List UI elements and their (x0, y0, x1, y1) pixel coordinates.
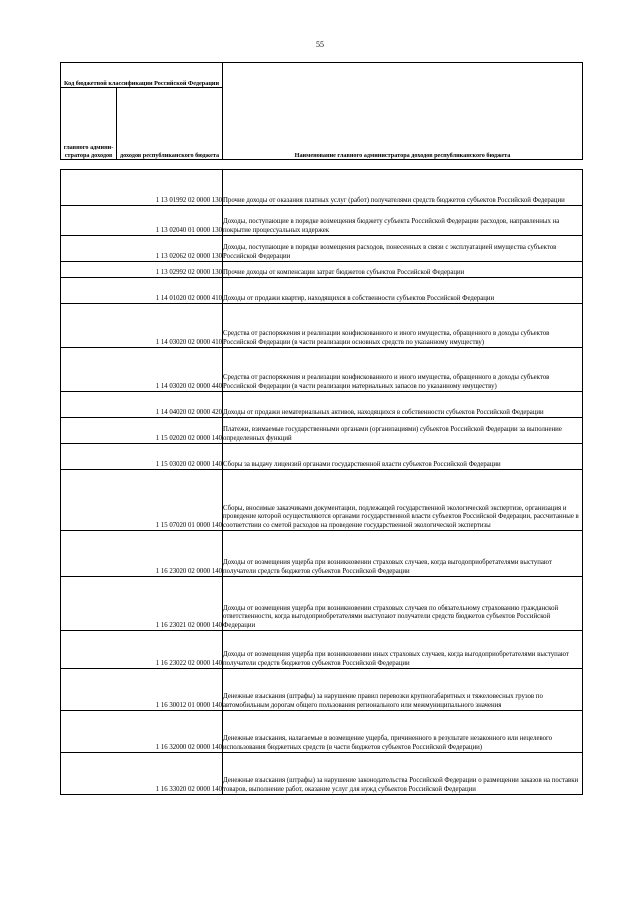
budget-classification-table (60, 62, 583, 795)
table-row (61, 392, 583, 418)
header-spacer (61, 160, 117, 170)
description-cell: Сборы за выдачу лицензий органами государственной власти субъектов Российской Федерации (223, 444, 583, 470)
description-cell: Денежные взыскания (штрафы) за нарушение законодательства Российской Федерации о размещении заказов на поставки товаров, выполнение работ, оказание услуг для нужд субъектов Российской Федерации (223, 753, 583, 795)
header-revenue-column: доходов республиканского бюджета (117, 88, 223, 160)
table-row (61, 348, 583, 392)
description-cell: Доходы, поступающие в порядке возмещения бюджету субъекта Российской Федерации расходов, направленных на покрытие процессуальных издержек (223, 206, 583, 236)
revenue-code-cell: 1 15 07020 01 0000 140 (117, 470, 223, 531)
revenue-code-cell: 1 15 03020 02 0000 140 (117, 444, 223, 470)
admin-code-cell (61, 631, 117, 669)
description-cell: Доходы от возмещения ущерба при возникновении иных страховых случаев, когда выгодоприобретателями выступают получатели средств бюджетов субъектов Российской Федерации (223, 631, 583, 669)
admin-code-cell (61, 418, 117, 444)
admin-code-cell (61, 278, 117, 304)
description-cell: Доходы от возмещения ущерба при возникновении страховых случаев по обязательному страхованию гражданской ответственности, когда выгодоприобретателями выступают получатели средств бюджетов субъектов Российской Федерации (223, 577, 583, 631)
admin-code-cell (61, 711, 117, 753)
revenue-code-cell: 1 14 01020 02 0000 410 (117, 278, 223, 304)
description-cell: Доходы от продажи квартир, находящихся в собственности субъектов Российской Федерации (223, 278, 583, 304)
table-row (61, 444, 583, 470)
header-spacer (117, 160, 223, 170)
header-classification-group: Код бюджетной классификации Российской Федерации (61, 63, 223, 88)
header-admin-column: главного админи-стратора доходов (61, 88, 117, 160)
description-cell: Средства от распоряжения и реализации конфискованного и иного имущества, обращенного в доходы субъектов Российской Федерации (в части реализации основных средств по указанному имуществу) (223, 304, 583, 348)
table-body (61, 170, 583, 795)
table-row (61, 206, 583, 236)
revenue-code-cell: 1 15 02020 02 0000 140 (117, 418, 223, 444)
table-row (61, 278, 583, 304)
revenue-code-cell: 1 16 23020 02 0000 140 (117, 531, 223, 577)
description-cell: Доходы от продажи нематериальных активов, находящихся в собственности субъектов Российской Федерации (223, 392, 583, 418)
admin-code-cell (61, 444, 117, 470)
header-administrator-name: Наименование главного администратора доходов республиканского бюджета (223, 63, 583, 160)
admin-code-cell (61, 348, 117, 392)
description-cell: Доходы, поступающие в порядке возмещения расходов, понесенных в связи с эксплуатацией имущества субъектов Российской Федерации (223, 236, 583, 262)
admin-code-cell (61, 262, 117, 278)
revenue-code-cell: 1 14 03020 02 0000 440 (117, 348, 223, 392)
table-row (61, 418, 583, 444)
revenue-code-cell: 1 16 33020 02 0000 140 (117, 753, 223, 795)
admin-code-cell (61, 753, 117, 795)
revenue-code-cell: 1 16 32000 02 0000 140 (117, 711, 223, 753)
table-row (61, 669, 583, 711)
admin-code-cell (61, 236, 117, 262)
table-row (61, 170, 583, 206)
table-row (61, 631, 583, 669)
description-cell: Денежные взыскания, налагаемые в возмещение ущерба, причиненного в результате незаконного или нецелевого использования бюджетных средств (в части бюджетов субъектов Российской Федерации) (223, 711, 583, 753)
description-cell: Прочие доходы от оказания платных услуг (работ) получателями средств бюджетов субъектов Российской Федерации (223, 170, 583, 206)
revenue-code-cell: 1 13 02062 02 0000 130 (117, 236, 223, 262)
admin-code-cell (61, 304, 117, 348)
admin-code-cell (61, 577, 117, 631)
table-row (61, 531, 583, 577)
admin-code-cell (61, 170, 117, 206)
description-cell: Денежные взыскания (штрафы) за нарушение правил перевозки крупногабаритных и тяжеловесных грузов по автомобильным дорогам общего пользования регионального или межмуниципального значения (223, 669, 583, 711)
revenue-code-cell: 1 14 03020 02 0000 410 (117, 304, 223, 348)
admin-code-cell (61, 392, 117, 418)
revenue-code-cell: 1 16 23021 02 0000 140 (117, 577, 223, 631)
description-cell: Доходы от возмещения ущерба при возникновении страховых случаев, когда выгодоприобретателями выступают получатели средств бюджетов субъектов Российской Федерации (223, 531, 583, 577)
table-row (61, 753, 583, 795)
admin-code-cell (61, 531, 117, 577)
revenue-code-cell: 1 16 30012 01 0000 140 (117, 669, 223, 711)
revenue-code-cell: 1 13 02992 02 0000 130 (117, 262, 223, 278)
table-row (61, 711, 583, 753)
table-row (61, 262, 583, 278)
admin-code-cell (61, 470, 117, 531)
revenue-code-cell: 1 13 01992 02 0000 130 (117, 170, 223, 206)
table-row (61, 304, 583, 348)
table-row (61, 470, 583, 531)
page-number: 55 (316, 40, 324, 49)
admin-code-cell (61, 669, 117, 711)
table-row (61, 577, 583, 631)
header-spacer (223, 160, 583, 170)
table-row (61, 236, 583, 262)
revenue-code-cell: 1 13 02040 01 0000 130 (117, 206, 223, 236)
revenue-code-cell: 1 16 23022 02 0000 140 (117, 631, 223, 669)
admin-code-cell (61, 206, 117, 236)
description-cell: Сборы, вносимые заказчиками документации, подлежащей государственной экологической экспертизе, организация и проведение которой осуществляются органами государственной власти субъектов Российской Федерации, рассчитанные в соответствии со сметой расходов на проведение государственной экологической экспертизы (223, 470, 583, 531)
description-cell: Средства от распоряжения и реализации конфискованного и иного имущества, обращенного в доходы субъектов Российской Федерации (в части реализации материальных запасов по указанному имуществу) (223, 348, 583, 392)
description-cell: Платежи, взимаемые государственными органами (организациями) субъектов Российской Федерации за выполнение определенных функций (223, 418, 583, 444)
revenue-code-cell: 1 14 04020 02 0000 420 (117, 392, 223, 418)
description-cell: Прочие доходы от компенсации затрат бюджетов субъектов Российской Федерации (223, 262, 583, 278)
